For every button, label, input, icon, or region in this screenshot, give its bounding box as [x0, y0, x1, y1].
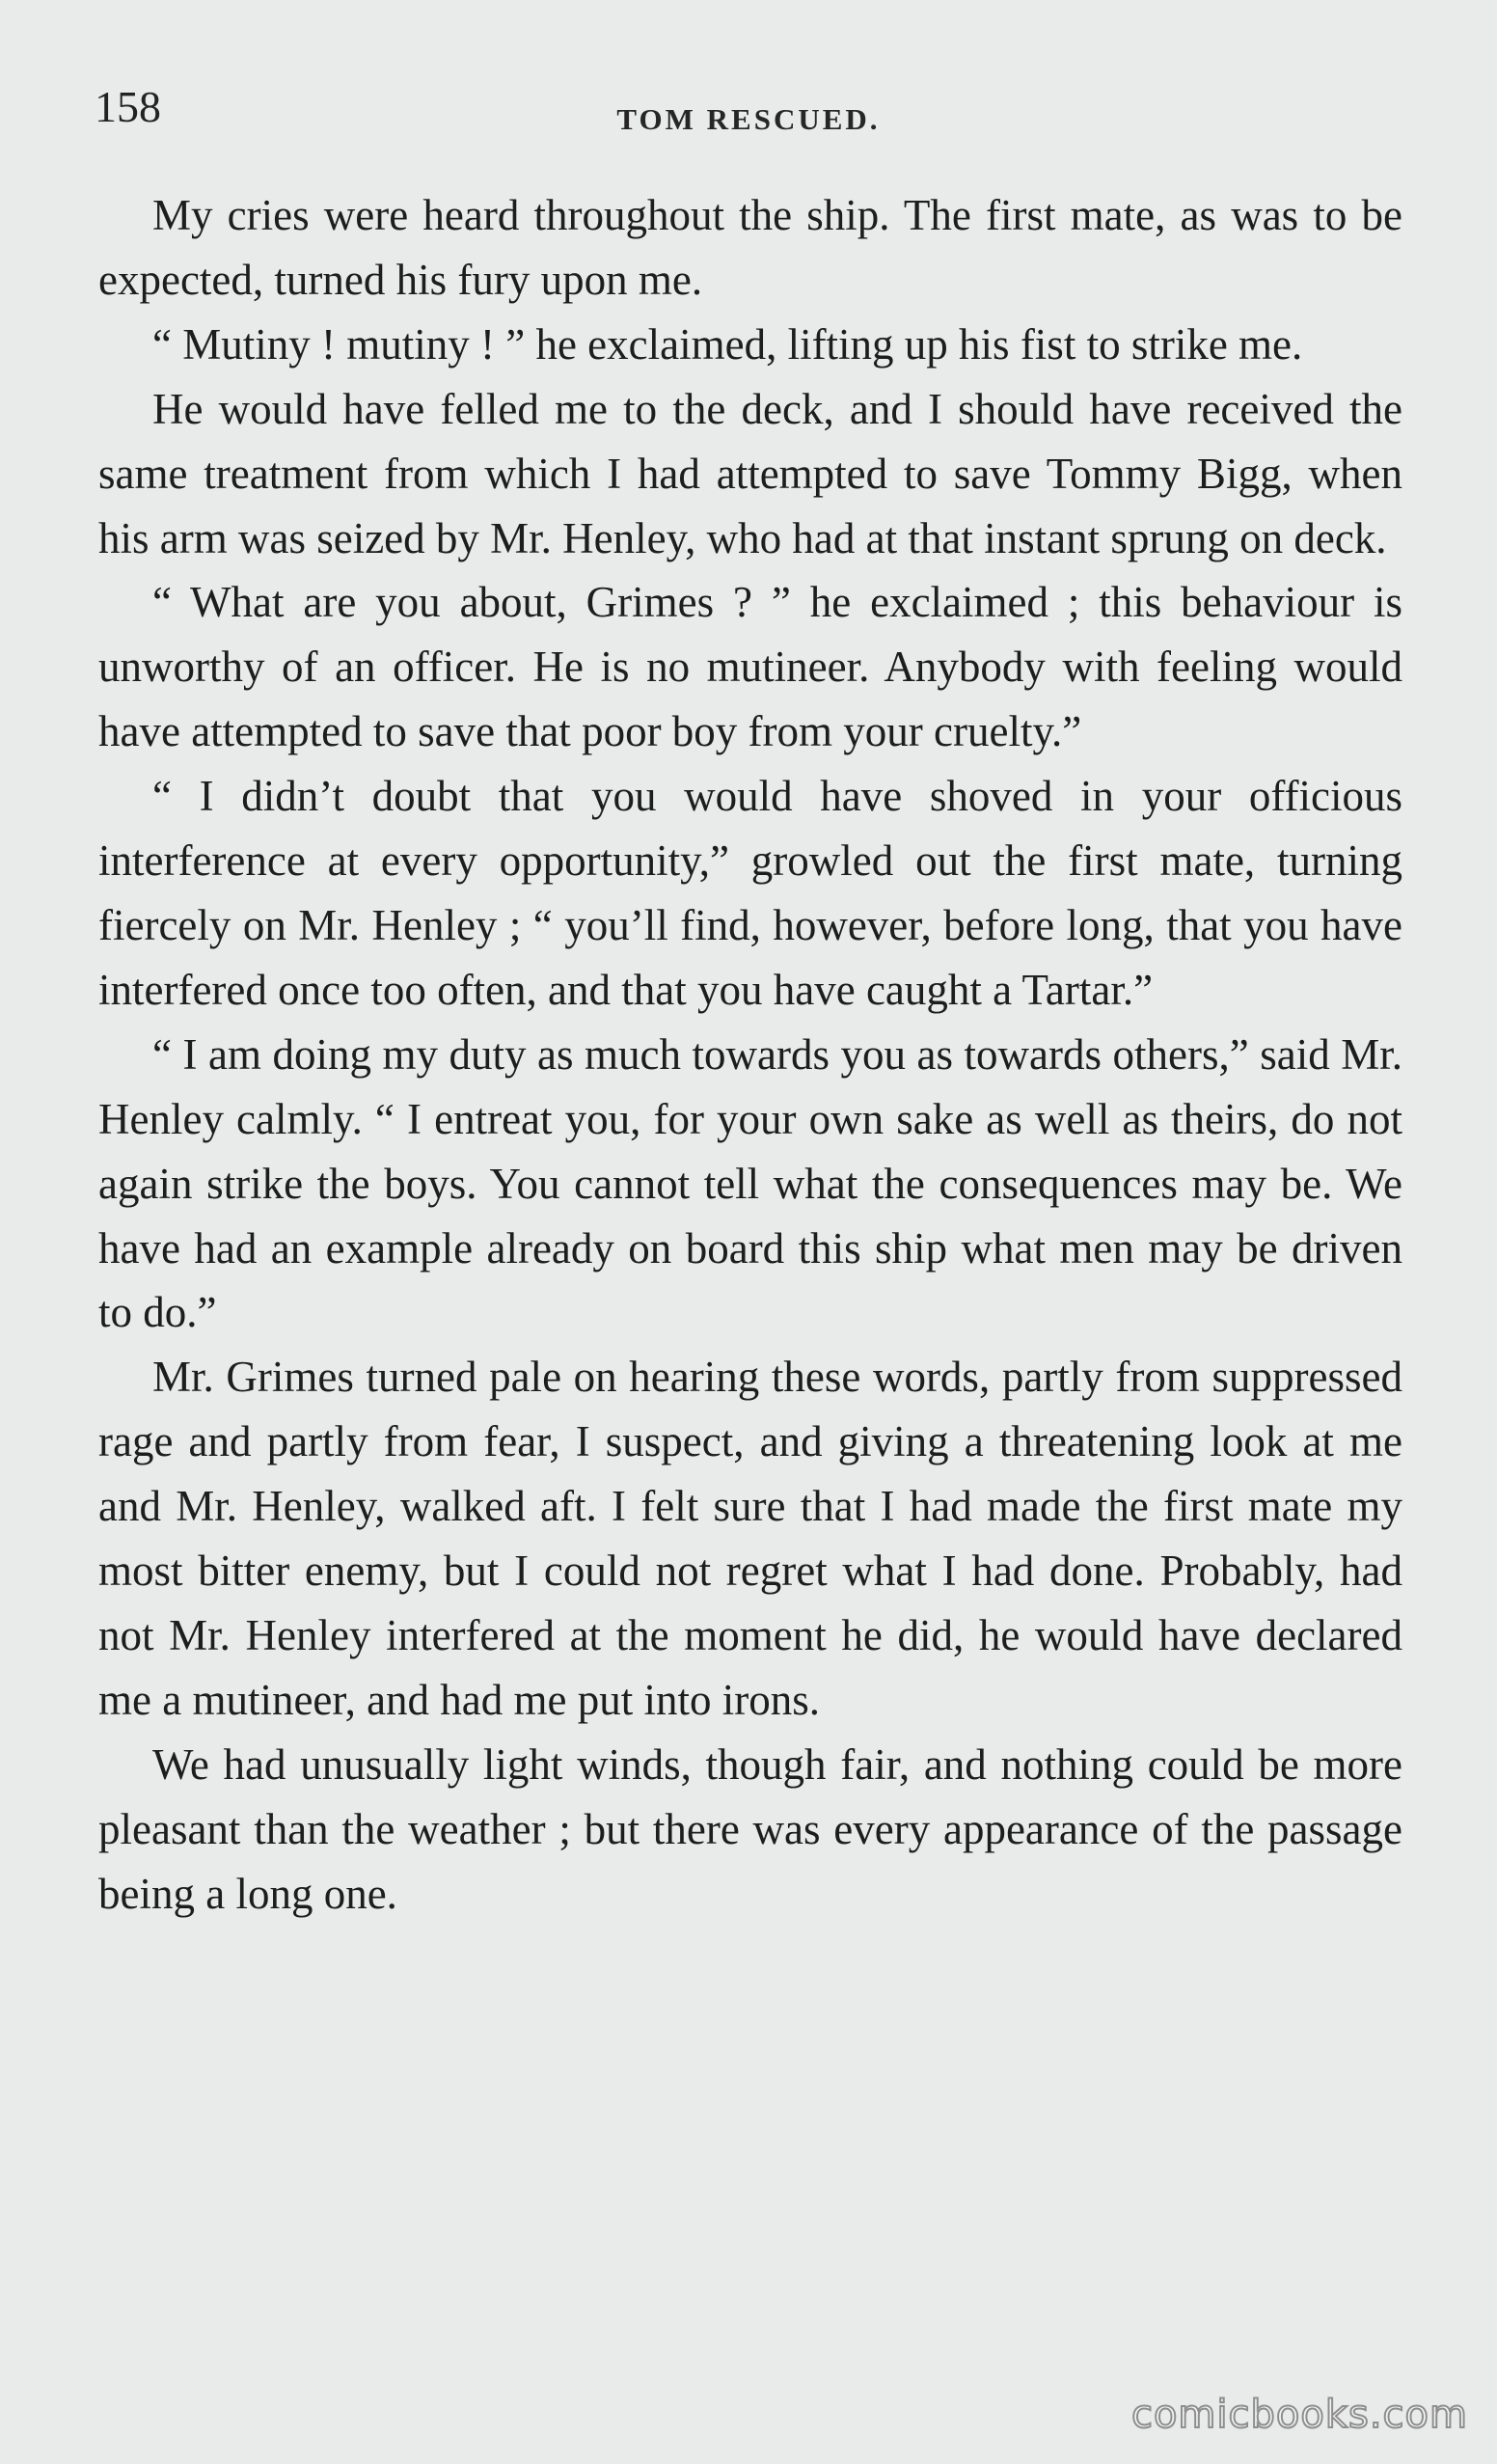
page-number: 158 [95, 82, 161, 131]
paragraph: “ I didn’t doubt that you would have shoved in your officious interference at every opportunity,” growled out the first mate, turning fiercely on Mr. Henley ; “ you’ll find, however, before long, that you have interfered once too often, and that you have caught a Tartar.” [98, 772, 1402, 1014]
paragraph: He would have felled me to the deck, and I should have received the same treatment from which I had attempted to save Tommy Bigg, when his arm was seized by Mr. Henley, who had at that instant sprung on deck. [98, 384, 1402, 562]
body-text [98, 183, 1402, 1926]
paragraph: My cries were heard throughout the ship. The first mate, as was to be expected, turned his fury upon me. [98, 191, 1402, 304]
paragraph: “ I am doing my duty as much towards you as towards others,” said Mr. Henley calmly. “ I entreat you, for your own sake as well as theirs, do not again strike the boys. You cannot tell what the consequences may be. We have had an example already on board this ship what men may be driven to do.” [98, 1029, 1402, 1337]
paragraph: Mr. Grimes turned pale on hearing these words, partly from suppressed rage and partly from fear, I suspect, and giving a threatening look at me and Mr. Henley, walked aft. I felt sure that I had made the first mate my most bitter enemy, but I could not regret what I had done. Probably, had not Mr. Henley interfered at the moment he did, he would have declared me a mutineer, and had me put into irons. [98, 1353, 1402, 1724]
paragraph: We had unusually light winds, though fair, and nothing could be more pleasant than the weather ; but there was every appearance of the passage being a long one. [98, 1739, 1402, 1918]
paragraph: “ What are you about, Grimes ? ” he exclaimed ; this behaviour is unworthy of an officer. He is no mutineer. Anybody with feeling would have attempted to save that poor boy from your cruelty.” [98, 578, 1402, 756]
running-head: TOM RESCUED. [616, 102, 881, 136]
paragraph: “ Mutiny ! mutiny ! ” he exclaimed, lifting up his fist to strike me. [152, 319, 1303, 369]
watermark: comicbooks.com [1130, 2393, 1468, 2437]
